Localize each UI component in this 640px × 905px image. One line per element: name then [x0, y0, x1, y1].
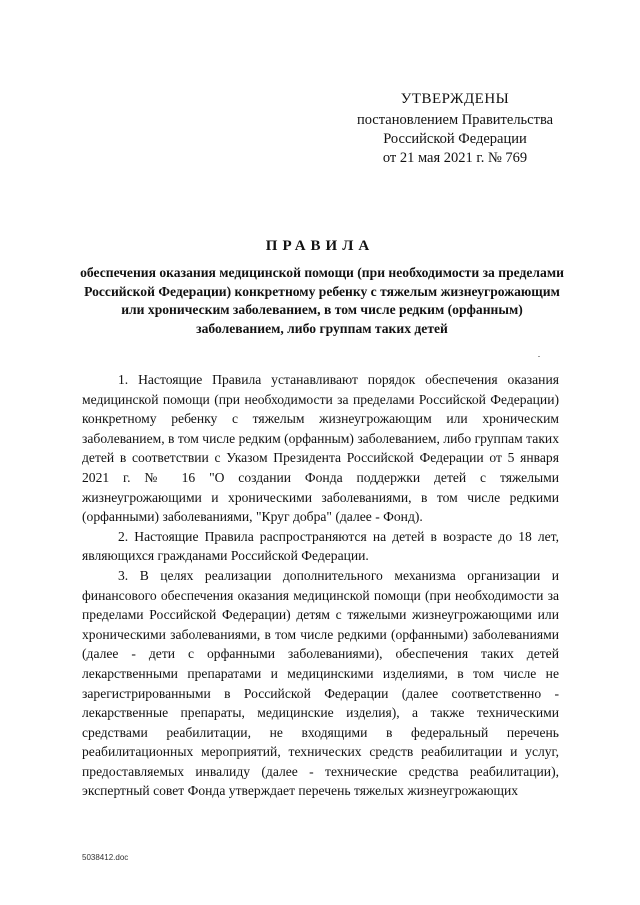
approval-line-1: постановлением Правительства — [356, 112, 554, 128]
document-body — [82, 370, 559, 801]
file-name-footer: 5038412.doc — [82, 853, 129, 862]
approval-block — [330, 90, 580, 168]
document-title: ПРАВИЛА — [265, 238, 375, 254]
paragraph-1: 1. Настоящие Правила устанавливают порядок обеспечения оказания медицинской помощи (при необходимости за пределами Российской Федерации) конкретному ребенку с тяжелым жизнеугрожающим или хроническим заболеванием, в том числе редким (орфанным) заболеванием, либо группам таких детей в соответствии с Указом Президента Российской Федерации от 5 января 2021 г. № 16 "О создании Фонда поддержки детей с тяжелыми жизнеугрожающими и хроническими заболеваниями, в том числе редкими (орфанными) заболеваниями, "Круг добра" (далее - Фонд). — [82, 372, 559, 525]
paragraph-2: 2. Настоящие Правила распространяются на детей в возрасте до 18 лет, являющихся гражданами Российской Федерации. — [82, 528, 559, 564]
approval-line-2: Российской Федерации — [383, 131, 527, 147]
document-subtitle: обеспечения оказания медицинской помощи (при необходимости за пределами Российской Федерации) конкретному ребенку с тяжелым жизнеугрожающим или хроническим заболеванием, в том числе редким (орфанным) заболеванием, либо группам таких детей — [80, 265, 564, 336]
approval-heading: УТВЕРЖДЕНЫ — [400, 91, 510, 107]
approval-line-3: от 21 мая 2021 г. № 769 — [382, 150, 528, 166]
paragraph-3: 3. В целях реализации дополнительного механизма организации и финансового обеспечения оказания медицинской помощи (при необходимости за пределами Российской Федерации) детям с тяжелыми жизнеугрожающими или хроническими заболеваниями, в том числе редкими (орфанными) заболеваниями (далее - дети с орфанными заболеваниями), обеспечения таких детей лекарственными препаратами и медицинскими изделиями, в том числе не зарегистрированными в Российской Федерации (далее соответственно - лекарственные препараты, медицинские изделия), а также техническими средствами реабилитации, не входящими в федеральный перечень реабилитационных мероприятий, технических средств реабилитации и услуг, предоставляемых инвалиду (далее - технические средства реабилитации), экспертный совет Фонда утверждает перечень тяжелых жизнеугрожающих — [82, 567, 559, 799]
scan-speck — [538, 356, 540, 357]
